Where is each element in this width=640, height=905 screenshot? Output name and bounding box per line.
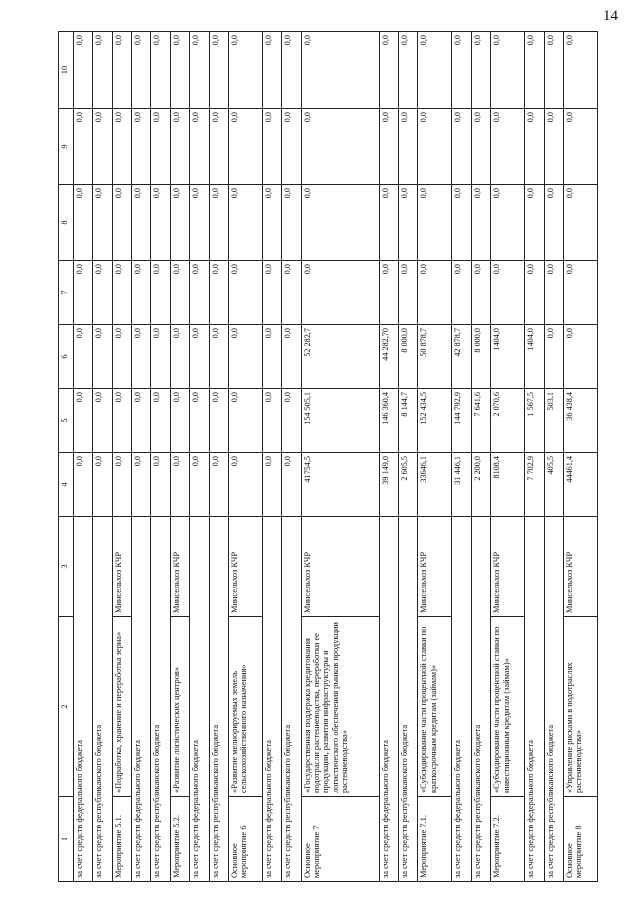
amount-cell: 0,0 [228, 185, 262, 261]
funding-source-label: за счет средств республиканского бюджета [93, 517, 112, 882]
amount-cell: 0,0 [399, 109, 418, 185]
amount-cell: 0,0 [525, 261, 544, 325]
item-name: «Управление рисками в подотраслях растениеводства» [563, 617, 597, 797]
amount-cell: 0,0 [471, 185, 490, 261]
amount-cell: 31 446,1 [452, 453, 471, 517]
amount-cell: 146 360,4 [379, 389, 398, 453]
item-executor: Минсельхоз КЧР [301, 517, 379, 617]
amount-cell: 0,0 [379, 32, 398, 109]
amount-cell: 0,0 [563, 261, 597, 325]
column-header: 8 [59, 185, 74, 261]
funding-source-row [544, 32, 563, 882]
amount-cell: 44461,4 [563, 453, 597, 517]
amount-cell: 0,0 [74, 185, 93, 261]
funding-source-label: за счет средств республиканского бюджета [399, 517, 418, 882]
amount-cell: 0,0 [209, 109, 228, 185]
amount-cell: 0,0 [563, 325, 597, 389]
amount-cell: 1404,0 [525, 325, 544, 389]
amount-cell: 0,0 [262, 109, 281, 185]
amount-cell: 50 878,7 [418, 325, 452, 389]
amount-cell: 0,0 [170, 185, 189, 261]
amount-cell: 0,0 [301, 32, 379, 109]
item-name: «Развитие логистических центров» [170, 617, 189, 797]
amount-cell: 0,0 [544, 185, 563, 261]
amount-cell: 0,0 [379, 261, 398, 325]
amount-cell: 0,0 [74, 453, 93, 517]
amount-cell: 0,0 [471, 32, 490, 109]
amount-cell: 0,0 [452, 185, 471, 261]
amount-cell: 0,0 [93, 185, 112, 261]
item-name: «Субсидирование части процентной ставки по инвестиционным кредитам (займам)» [491, 617, 525, 797]
amount-cell: 0,0 [563, 109, 597, 185]
item-code: Основное мероприятие 6 [228, 797, 262, 882]
amount-cell: 0,0 [151, 32, 170, 109]
amount-cell: 0,0 [525, 185, 544, 261]
amount-cell: 0,0 [262, 453, 281, 517]
item-name: «Подработка, хранение и переработка зерна» [112, 617, 131, 797]
header-row [59, 32, 74, 882]
amount-cell: 7 702,9 [525, 453, 544, 517]
item-name: «Развитие мелиорируемых земель сельскохозяйственного назначения» [228, 617, 262, 797]
funding-source-row [132, 32, 151, 882]
column-header: 5 [59, 389, 74, 453]
amount-cell: 0,0 [93, 389, 112, 453]
amount-cell: 0,0 [399, 261, 418, 325]
funding-source-row [282, 32, 301, 882]
amount-cell: 0,0 [452, 109, 471, 185]
amount-cell: 0,0 [282, 32, 301, 109]
amount-cell: 0,0 [228, 325, 262, 389]
amount-cell: 503,1 [544, 389, 563, 453]
funding-source-label: за счет средств республиканского бюджета [151, 517, 170, 882]
amount-cell: 152 434,5 [418, 389, 452, 453]
amount-cell: 0,0 [563, 32, 597, 109]
amount-cell: 0,0 [301, 185, 379, 261]
funding-source-label: за счет средств федерального бюджета [132, 517, 151, 882]
amount-cell: 0,0 [132, 185, 151, 261]
amount-cell: 36 438,4 [563, 389, 597, 453]
column-header: 1 [59, 797, 74, 882]
amount-cell: 0,0 [491, 32, 525, 109]
program-item-row [112, 32, 131, 882]
amount-cell: 0,0 [452, 261, 471, 325]
amount-cell: 2 070,6 [491, 389, 525, 453]
amount-cell: 2 200,0 [471, 453, 490, 517]
item-code: Основное мероприятие 8 [563, 797, 597, 882]
funding-source-label: за счет средств федерального бюджета [452, 517, 471, 882]
amount-cell: 0,0 [151, 453, 170, 517]
funding-source-label: за счет средств федерального бюджета [74, 517, 93, 882]
funding-source-label: за счет средств республиканского бюджета [471, 517, 490, 882]
amount-cell: 33646,1 [418, 453, 452, 517]
amount-cell: 0,0 [491, 261, 525, 325]
amount-cell: 0,0 [132, 32, 151, 109]
column-header: 9 [59, 109, 74, 185]
amount-cell: 0,0 [170, 389, 189, 453]
amount-cell: 0,0 [170, 261, 189, 325]
amount-cell: 0,0 [93, 32, 112, 109]
amount-cell: 0,0 [262, 325, 281, 389]
amount-cell: 0,0 [282, 109, 301, 185]
item-executor: Минсельхоз КЧР [170, 517, 189, 617]
amount-cell: 0,0 [452, 32, 471, 109]
item-executor: Минсельхоз КЧР [418, 517, 452, 617]
funding-source-row [379, 32, 398, 882]
amount-cell: 0,0 [151, 389, 170, 453]
amount-cell: 41754,5 [301, 453, 379, 517]
amount-cell: 0,0 [491, 185, 525, 261]
amount-cell: 0,0 [209, 325, 228, 389]
column-header: 3 [59, 517, 74, 617]
amount-cell: 0,0 [544, 109, 563, 185]
table-body [74, 32, 598, 882]
amount-cell: 0,0 [151, 185, 170, 261]
amount-cell: 0,0 [151, 325, 170, 389]
item-name: «Субсидирование части процентной ставки по краткосрочным кредитам (займам)» [418, 617, 452, 797]
amount-cell: 0,0 [228, 389, 262, 453]
amount-cell: 0,0 [112, 325, 131, 389]
amount-cell: 2 605,5 [399, 453, 418, 517]
amount-cell: 0,0 [151, 261, 170, 325]
amount-cell: 0,0 [282, 389, 301, 453]
amount-cell: 1404,0 [491, 325, 525, 389]
column-header: 10 [59, 32, 74, 109]
amount-cell: 0,0 [170, 325, 189, 389]
amount-cell: 0,0 [132, 453, 151, 517]
amount-cell: 0,0 [132, 109, 151, 185]
amount-cell: 0,0 [228, 32, 262, 109]
funding-source-row [93, 32, 112, 882]
amount-cell: 0,0 [418, 185, 452, 261]
funding-source-row [74, 32, 93, 882]
amount-cell: 0,0 [74, 389, 93, 453]
budget-table [58, 31, 598, 882]
amount-cell: 0,0 [399, 185, 418, 261]
item-code: Основное мероприятие 7 [301, 797, 379, 882]
amount-cell: 0,0 [190, 325, 209, 389]
funding-source-label: за счет средств федерального бюджета [379, 517, 398, 882]
amount-cell: 405,5 [544, 453, 563, 517]
amount-cell: 0,0 [228, 261, 262, 325]
amount-cell: 0,0 [262, 32, 281, 109]
amount-cell: 8 000,0 [399, 325, 418, 389]
program-item-row [563, 32, 597, 882]
amount-cell: 0,0 [112, 185, 131, 261]
amount-cell: 0,0 [132, 261, 151, 325]
amount-cell: 0,0 [209, 32, 228, 109]
amount-cell: 0,0 [282, 261, 301, 325]
amount-cell: 0,0 [93, 261, 112, 325]
funding-source-label: за счет средств федерального бюджета [262, 517, 281, 882]
amount-cell: 154 505,1 [301, 389, 379, 453]
funding-source-label: за счет средств федерального бюджета [190, 517, 209, 882]
amount-cell: 0,0 [544, 32, 563, 109]
amount-cell: 0,0 [209, 453, 228, 517]
amount-cell: 0,0 [471, 261, 490, 325]
program-item-row [491, 32, 525, 882]
amount-cell: 0,0 [132, 325, 151, 389]
program-item-row [228, 32, 262, 882]
column-header: 4 [59, 453, 74, 517]
amount-cell: 0,0 [190, 185, 209, 261]
amount-cell: 0,0 [93, 109, 112, 185]
amount-cell: 0,0 [170, 32, 189, 109]
amount-cell: 8 144,7 [399, 389, 418, 453]
item-executor: Минсельхоз КЧР [563, 517, 597, 617]
amount-cell: 8 000,0 [471, 325, 490, 389]
amount-cell: 8108,4 [491, 453, 525, 517]
funding-source-row [471, 32, 490, 882]
funding-source-row [399, 32, 418, 882]
item-executor: Минсельхоз КЧР [491, 517, 525, 617]
amount-cell: 52 282,7 [301, 325, 379, 389]
amount-cell: 0,0 [525, 109, 544, 185]
column-header: 2 [59, 617, 74, 797]
amount-cell: 0,0 [132, 389, 151, 453]
funding-source-row [209, 32, 228, 882]
amount-cell: 0,0 [228, 453, 262, 517]
amount-cell: 0,0 [544, 325, 563, 389]
amount-cell: 0,0 [399, 32, 418, 109]
amount-cell: 0,0 [301, 109, 379, 185]
item-executor: Минсельхоз КЧР [228, 517, 262, 617]
amount-cell: 0,0 [93, 325, 112, 389]
item-executor: Минсельхоз КЧР [112, 517, 131, 617]
amount-cell: 1 567,5 [525, 389, 544, 453]
amount-cell: 0,0 [525, 32, 544, 109]
amount-cell: 0,0 [471, 109, 490, 185]
amount-cell: 0,0 [74, 109, 93, 185]
funding-source-label: за счет средств республиканского бюджета [209, 517, 228, 882]
amount-cell: 7 641,6 [471, 389, 490, 453]
amount-cell: 0,0 [190, 453, 209, 517]
rotated-table-container [58, 32, 598, 882]
amount-cell: 0,0 [74, 325, 93, 389]
amount-cell: 0,0 [262, 261, 281, 325]
amount-cell: 0,0 [209, 389, 228, 453]
item-code: Мероприятие 5.1. [112, 797, 131, 882]
amount-cell: 0,0 [151, 109, 170, 185]
amount-cell: 0,0 [228, 109, 262, 185]
amount-cell: 0,0 [282, 325, 301, 389]
amount-cell: 0,0 [112, 32, 131, 109]
funding-source-row [262, 32, 281, 882]
amount-cell: 0,0 [190, 389, 209, 453]
amount-cell: 0,0 [491, 109, 525, 185]
amount-cell: 39 149,0 [379, 453, 398, 517]
item-name: «Государственная поддержка кредитования подотрасли растениеводства, переработки ее продукции, развития инфраструктуры и логистического обеспечения рынков продукции растениеводства» [301, 617, 379, 797]
funding-source-row [190, 32, 209, 882]
amount-cell: 44 282,70 [379, 325, 398, 389]
amount-cell: 0,0 [170, 453, 189, 517]
amount-cell: 0,0 [418, 32, 452, 109]
amount-cell: 0,0 [112, 261, 131, 325]
amount-cell: 0,0 [112, 389, 131, 453]
program-item-row [170, 32, 189, 882]
program-item-row [301, 32, 379, 882]
amount-cell: 0,0 [418, 109, 452, 185]
amount-cell: 0,0 [262, 185, 281, 261]
amount-cell: 0,0 [209, 185, 228, 261]
amount-cell: 0,0 [379, 109, 398, 185]
item-code: Мероприятие 7.2. [491, 797, 525, 882]
amount-cell: 0,0 [170, 109, 189, 185]
page-number: 14 [603, 8, 618, 24]
funding-source-row [525, 32, 544, 882]
amount-cell: 0,0 [74, 32, 93, 109]
column-header: 7 [59, 261, 74, 325]
amount-cell: 0,0 [190, 32, 209, 109]
amount-cell: 0,0 [112, 109, 131, 185]
amount-cell: 0,0 [190, 109, 209, 185]
funding-source-label: за счет средств федерального бюджета [525, 517, 544, 882]
amount-cell: 0,0 [563, 185, 597, 261]
funding-source-row [151, 32, 170, 882]
amount-cell: 42 878,7 [452, 325, 471, 389]
amount-cell: 0,0 [190, 261, 209, 325]
item-code: Мероприятие 7.1. [418, 797, 452, 882]
funding-source-label: за счет средств республиканского бюджета [544, 517, 563, 882]
amount-cell: 0,0 [93, 453, 112, 517]
item-code: Мероприятие 5.2. [170, 797, 189, 882]
funding-source-label: за счет средств республиканского бюджета [282, 517, 301, 882]
amount-cell: 0,0 [544, 261, 563, 325]
program-item-row [418, 32, 452, 882]
amount-cell: 0,0 [112, 453, 131, 517]
column-header: 6 [59, 325, 74, 389]
amount-cell: 0,0 [209, 261, 228, 325]
amount-cell: 0,0 [379, 185, 398, 261]
amount-cell: 0,0 [74, 261, 93, 325]
amount-cell: 0,0 [262, 389, 281, 453]
amount-cell: 0,0 [282, 453, 301, 517]
amount-cell: 0,0 [418, 261, 452, 325]
amount-cell: 0,0 [301, 261, 379, 325]
amount-cell: 0,0 [282, 185, 301, 261]
amount-cell: 144 792,9 [452, 389, 471, 453]
funding-source-row [452, 32, 471, 882]
